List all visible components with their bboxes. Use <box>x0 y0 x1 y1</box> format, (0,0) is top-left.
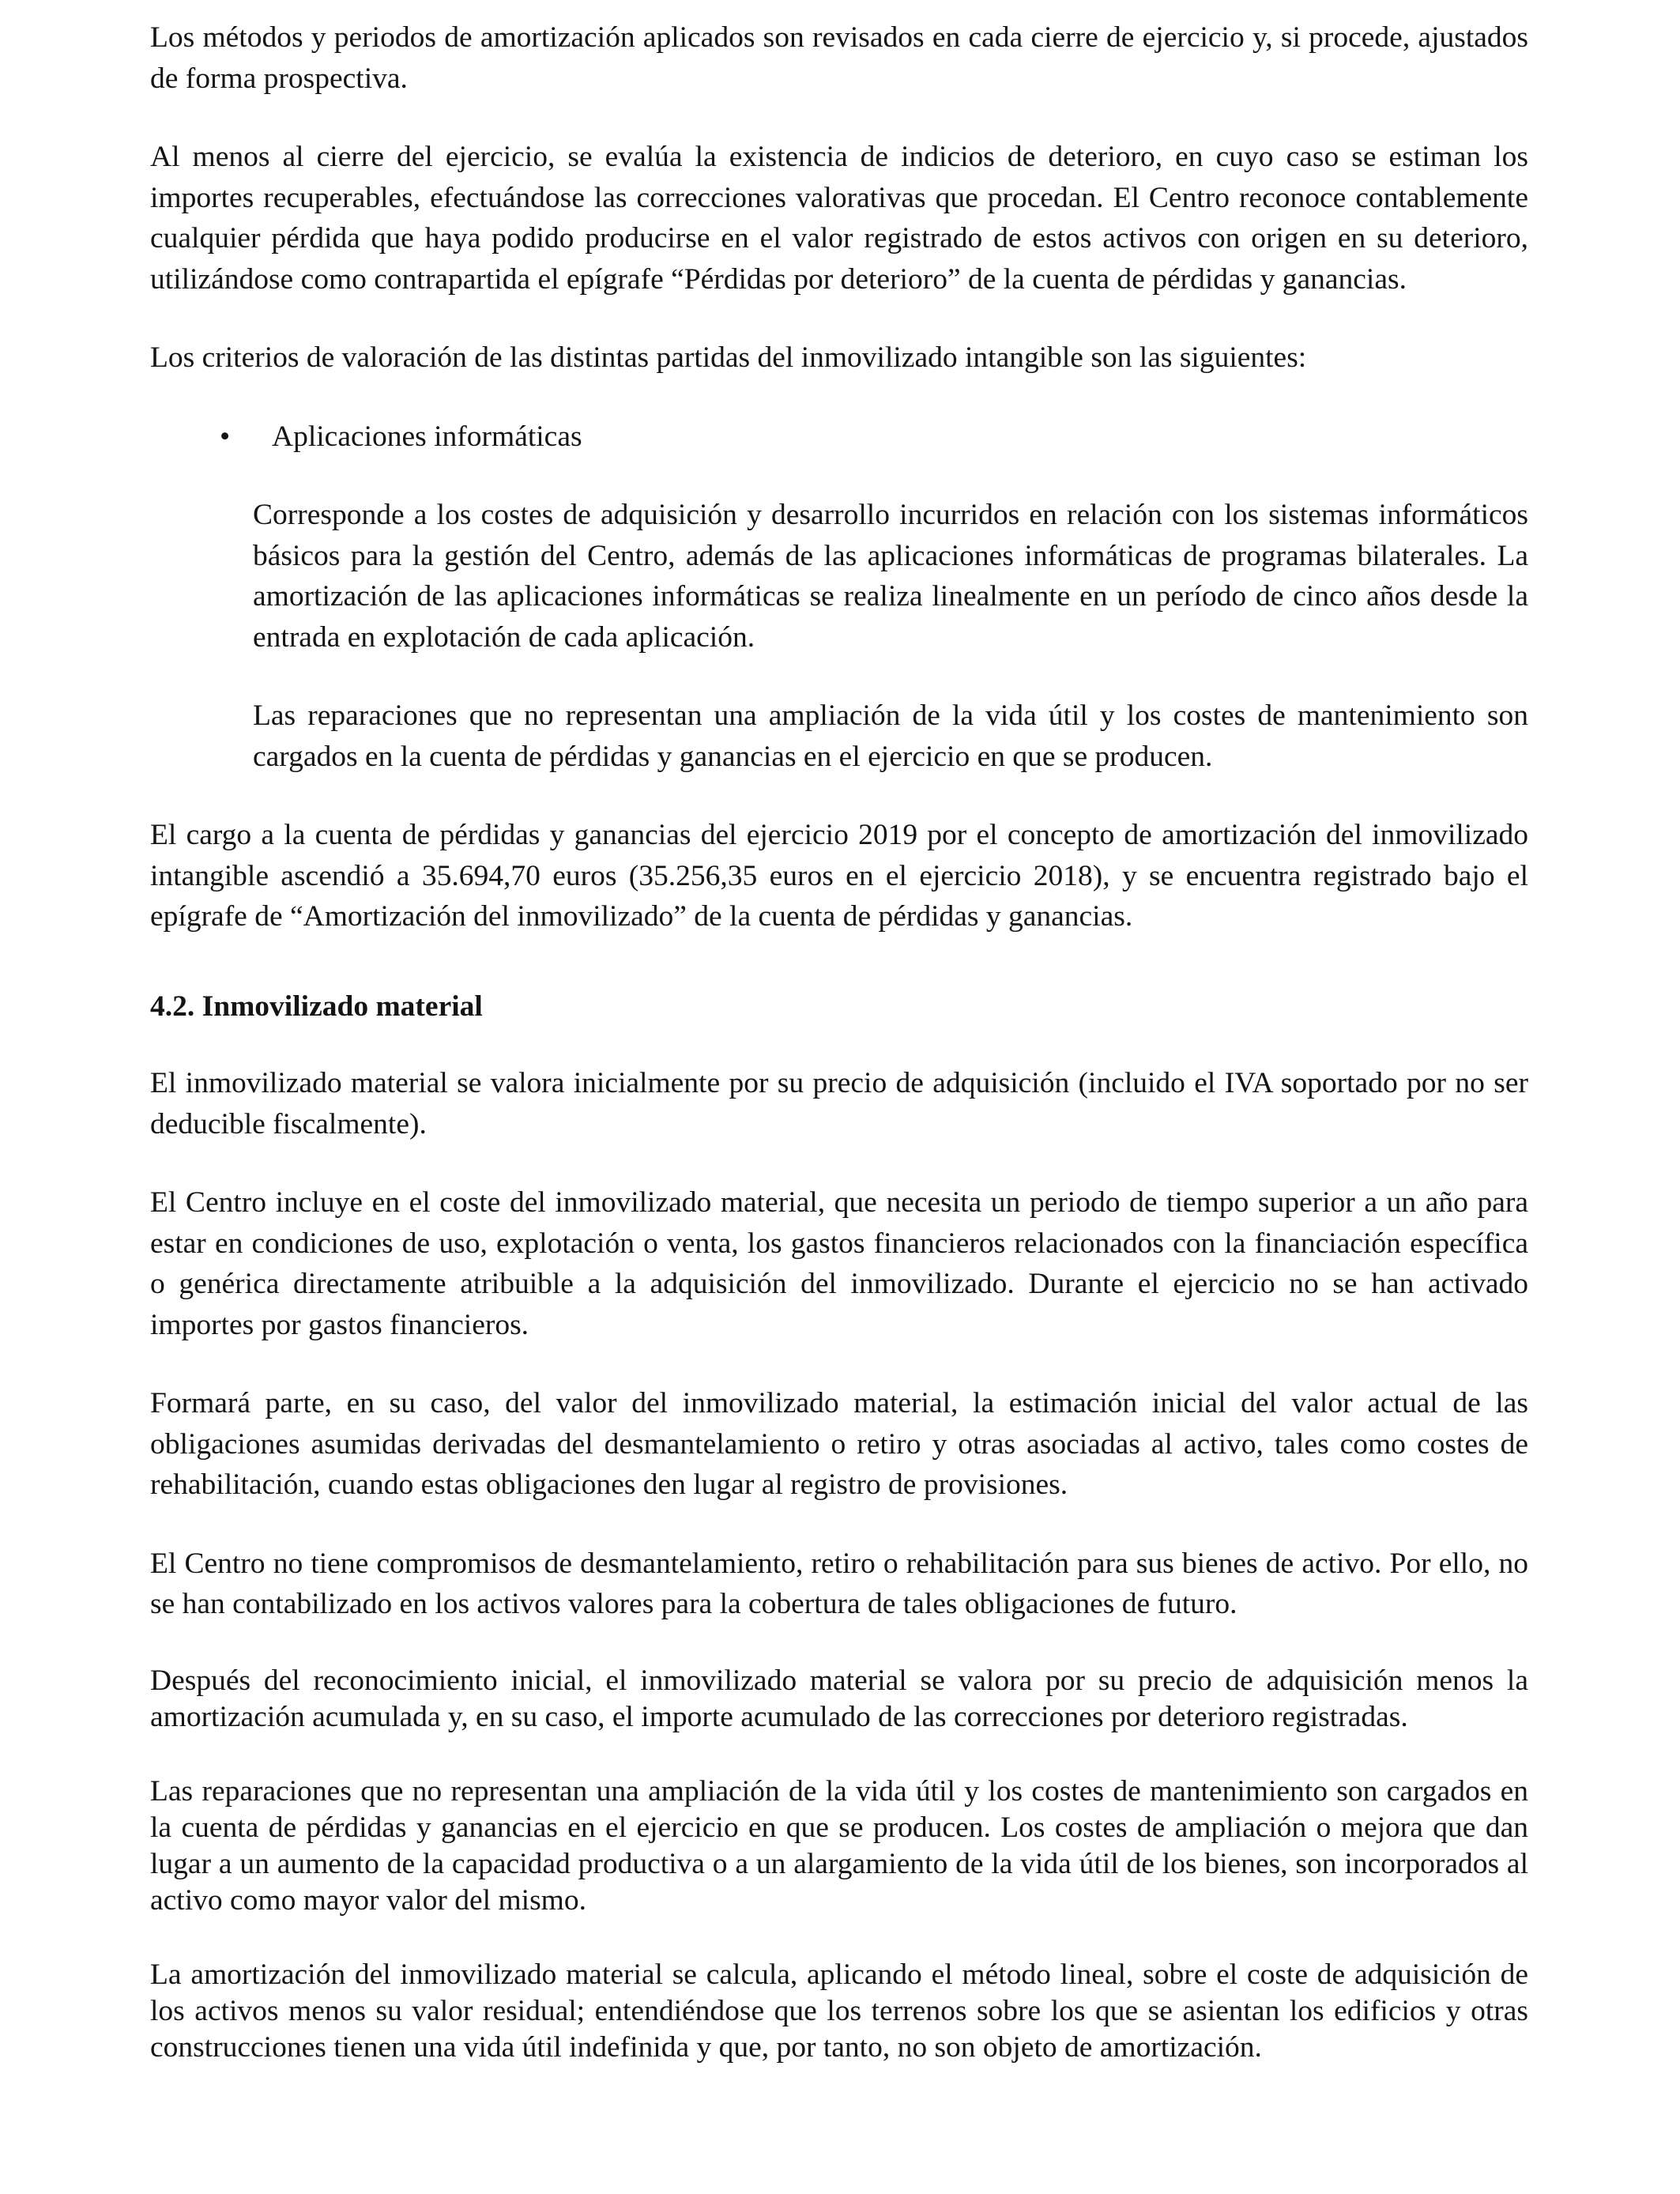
paragraph-amortization-review: Los métodos y periodos de amortización aplicados son revisados en cada cierre de ejercicio y, si procede, ajustados de forma prospectiva. <box>150 21 1528 95</box>
bullet-icon: • <box>220 420 231 453</box>
paragraph-financial-costs: El Centro incluye en el coste del inmovilizado material, que necesita un periodo de tiempo superior a un año para estar en condiciones de uso, explotación o venta, los gastos financieros relacionados con la financiación específica o genérica directamente atribuible a la adquisición del inmovilizado. Durante el ejercicio no se han activado importes por gastos financieros. <box>150 1186 1528 1341</box>
paragraph-no-commitments: El Centro no tiene compromisos de desmantelamiento, retiro o rehabilitación para sus bienes de activo. Por ello, no se han contabilizado en los activos valores para la cobertura de tales obligaciones de futuro. <box>150 1547 1528 1620</box>
paragraph-valuation-criteria: Los criterios de valoración de las distintas partidas del inmovilizado intangible son las siguientes: <box>150 341 1307 374</box>
bullet-label: Aplicaciones informáticas <box>272 420 582 453</box>
bullet-item-software <box>150 417 1528 458</box>
paragraph-software-repairs: Las reparaciones que no representan una ampliación de la vida útil y los costes de mantenimiento son cargados en la cuenta de pérdidas y ganancias en el ejercicio en que se producen. <box>253 699 1528 773</box>
paragraph-dismantling-estimate: Formará parte, en su caso, del valor del inmovilizado material, la estimación inicial del valor actual de las obligaciones asumidas derivadas del desmantelamiento o retiro y otras asociadas al activo, tales como costes de rehabilitación, cuando estas obligaciones den lugar al registro de provisiones. <box>150 1387 1528 1501</box>
document-page <box>150 17 1528 2104</box>
paragraph-initial-valuation: El inmovilizado material se valora inicialmente por su precio de adquisición (incluido el IVA soportado por no ser deducible fiscalmente). <box>150 1067 1528 1140</box>
paragraph-repairs-improvements: Las reparaciones que no representan una ampliación de la vida útil y los costes de mantenimiento son cargados en la cuenta de pérdidas y ganancias en el ejercicio en que se producen. Los costes de ampliación o mejora que dan lugar a un aumento de la capacidad productiva o a un alargamiento de la vida útil de los bienes, son incorporados al activo como mayor valor del mismo. <box>150 1774 1528 1917</box>
paragraph-software-costs: Corresponde a los costes de adquisición y desarrollo incurridos en relación con los sistemas informáticos básicos para la gestión del Centro, además de las aplicaciones informáticas de programas bilaterales. La amortización de las aplicaciones informáticas se realiza linealmente en un período de cinco años desde la entrada en explotación de cada aplicación. <box>253 499 1528 654</box>
paragraph-depreciation-method: La amortización del inmovilizado material se calcula, aplicando el método lineal, sobre el coste de adquisición de los activos menos su valor residual; entendiéndose que los terrenos sobre los que se asientan los edificios y otras construcciones tienen una vida útil indefinida y que, por tanto, no son objeto de amortización. <box>150 1958 1528 2064</box>
paragraph-impairment: Al menos al cierre del ejercicio, se evalúa la existencia de indicios de deterioro, en cuyo caso se estiman los importes recuperables, efectuándose las correcciones valorativas que procedan. El Centro reconoce contablemente cualquier pérdida que haya podido producirse en el valor registrado de estos activos con origen en su deterioro, utilizándose como contrapartida el epígrafe “Pérdidas por deterioro” de la cuenta de pérdidas y ganancias. <box>150 141 1528 296</box>
paragraph-subsequent-valuation: Después del reconocimiento inicial, el inmovilizado material se valora por su precio de adquisición menos la amortización acumulada y, en su caso, el importe acumulado de las correcciones por deterioro registradas. <box>150 1664 1528 1733</box>
paragraph-intangible-charge: El cargo a la cuenta de pérdidas y ganancias del ejercicio 2019 por el concepto de amortización del inmovilizado intangible ascendió a 35.694,70 euros (35.256,35 euros en el ejercicio 2018), y se encuentra registrado bajo el epígrafe de “Amortización del inmovilizado” de la cuenta de pérdidas y ganancias. <box>150 819 1528 933</box>
section-heading: 4.2. Inmovilizado material <box>150 990 483 1023</box>
